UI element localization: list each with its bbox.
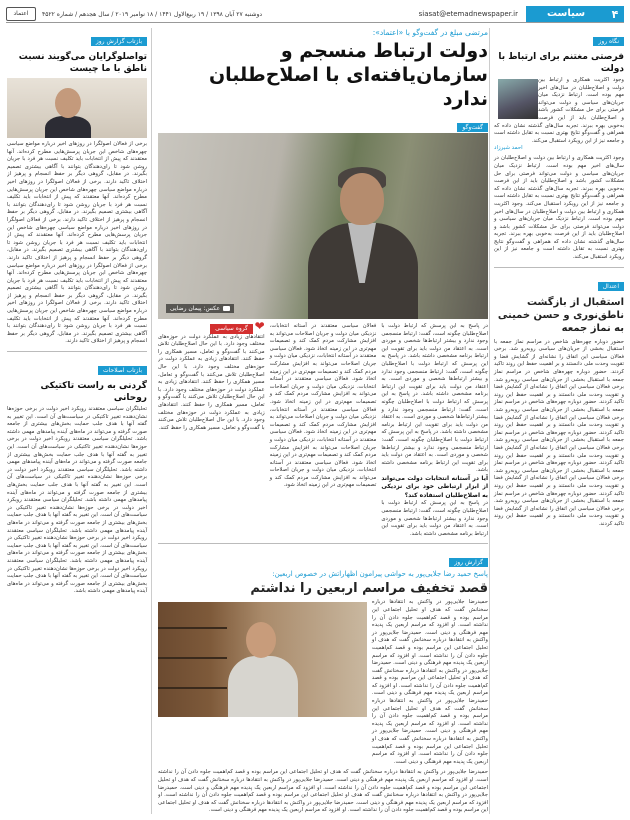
- sub-headline[interactable]: قصد تخفیف مراسم اربعین را نداشتم: [250, 581, 488, 597]
- story-col-2: فعالان سیاسی معتقدند در آستانه انتخابات، نزدیکی میان دولت و جریان اصلاحات می‌تواند به افزایش مشارکت مردم کمک کند و تصمیمات مهم‌تری در این زمینه اتخاذ شود. فعالان سیاسی معتقدند در آستانه انتخابات، نزدیکی میان دولت و جریان اصلاحات می‌تواند به افزایش مشارکت مردم کمک کند و تصمیمات مهم‌تری در این زمینه اتخاذ شود. فعالان سیاسی معتقدند در آستانه انتخابات، نزدیکی میان دولت و جریان اصلاحات می‌تواند به افزایش مشارکت مردم کمک کند و تصمیمات مهم‌تری در این زمینه اتخاذ شود. فعالان سیاسی معتقدند در آستانه انتخابات، نزدیکی میان دولت و جریان اصلاحات می‌تواند به افزایش مشارکت مردم کمک کند و تصمیمات مهم‌تری در این زمینه اتخاذ شود. فعالان سیاسی معتقدند در آستانه انتخابات، نزدیکی میان دولت و جریان اصلاحات می‌تواند به افزایش مشارکت مردم کمک کند و تصمیمات مهم‌تری در این زمینه اتخاذ شود. فعالان سیاسی معتقدند در آستانه انتخابات، نزدیکی میان دولت و جریان اصلاحات می‌تواند به افزایش مشارکت مردم کمک کند و تصمیمات مهم‌تری در این زمینه اتخاذ شود.: [269, 323, 377, 489]
- divider: [7, 351, 147, 352]
- column-title[interactable]: فرصتی مغتنم برای ارتباط با دولت: [498, 52, 624, 74]
- interviewee-figure: [308, 173, 418, 319]
- masthead-bar: [6, 6, 624, 23]
- story-headline-2[interactable]: استقبال از بازگشت ناطق‌نوری و حسن خمینی به نماز جمعه: [497, 296, 624, 334]
- story-col-1: در پاسخ به این پرسش که ارتباط دولت با اصلاح‌طلبان چگونه است، گفت: ارتباط منسجمی وجود ندارد و بیشتر ارتباط‌ها شخصی و موردی است. به اعتقاد من دولت باید برای تقویت این ارتباط برنامه مشخصی داشته باشد. در پاسخ به این پرسش که ارتباط دولت با اصلاح‌طلبان چگونه است، گفت: ارتباط منسجمی وجود ندارد و بیشتر ارتباط‌ها شخصی و موردی است. به اعتقاد من دولت باید برای تقویت این ارتباط برنامه مشخصی داشته باشد. در پاسخ به این پرسش که ارتباط دولت با اصلاح‌طلبان چگونه است، گفت: ارتباط منسجمی وجود ندارد و بیشتر ارتباط‌ها شخصی و موردی است. به اعتقاد من دولت باید برای تقویت این ارتباط برنامه مشخصی داشته باشد. در پاسخ به این پرسش که ارتباط دولت با اصلاح‌طلبان چگونه است، گفت: ارتباط منسجمی وجود ندارد و بیشتر ارتباط‌ها شخصی و موردی است. به اعتقاد من دولت باید برای تقویت این ارتباط برنامه مشخصی داشته باشد. آیا در آستانه انتخابات دولت می‌تواند از ابزار ارتباطی خود برای نزدیکی به اصلاح‌طلبان استفاده کند؟ در پاسخ به این پرسش که ارتباط دولت با اصلاح‌طلبان چگونه است، گفت: ارتباط منسجمی وجود ندارد و بیشتر ارتباط‌ها شخصی و موردی است. به اعتقاد من دولت باید برای تقویت این ارتباط برنامه مشخصی داشته باشد.: [381, 323, 488, 537]
- newspaper-logo: اعتماد: [6, 7, 36, 21]
- story-columns: [158, 319, 488, 538]
- story-col-3: ❤ گروه سیاسی انتقادهای زیادی به عملکرد دولت در حوزه‌های مختلف وجود دارد. با این حال اصلاح‌طلبان تلاش می‌کنند با گفت‌وگو و تعامل، مسیر همکاری را حفظ کنند. انتقادهای زیادی به عملکرد دولت در حوزه‌های مختلف وجود دارد. با این حال اصلاح‌طلبان تلاش می‌کنند با گفت‌وگو و تعامل، مسیر همکاری را حفظ کنند. انتقادهای زیادی به عملکرد دولت در حوزه‌های مختلف وجود دارد. با این حال اصلاح‌طلبان تلاش می‌کنند با گفت‌وگو و تعامل، مسیر همکاری را حفظ کنند. انتقادهای زیادی به عملکرد دولت در حوزه‌های مختلف وجود دارد. با این حال اصلاح‌طلبان تلاش می‌کنند با گفت‌وگو و تعامل، مسیر همکاری را حفظ کنند.: [158, 319, 265, 431]
- main-story-column: [158, 28, 488, 814]
- report-tag: گزارش روز: [449, 558, 488, 567]
- sub-story-cont: حمیدرضا جلایی‌پور در واکنش به انتقادها درباره سخنانش گفت که هدف او تحلیل اجتماعی این مراسم بوده و قصد کم‌اهمیت جلوه دادن آن را نداشته است. او افزود که مراسم اربعین یک پدیده مهم فرهنگی و دینی است. حمیدرضا جلایی‌پور در واکنش به انتقادها درباره سخنانش گفت که هدف او تحلیل اجتماعی این مراسم بوده و قصد کم‌اهمیت جلوه دادن آن را نداشته است. او افزود که مراسم اربعین یک پدیده مهم فرهنگی و دینی است. حمیدرضا جلایی‌پور در واکنش به انتقادها درباره سخنانش گفت که هدف او تحلیل اجتماعی این مراسم بوده و قصد کم‌اهمیت جلوه دادن آن را نداشته است. او افزود که مراسم اربعین یک پدیده مهم فرهنگی و دینی است. حمیدرضا جلایی‌پور در واکنش به انتقادها درباره سخنانش گفت که هدف او تحلیل اجتماعی این مراسم بوده و قصد کم‌اهمیت جلوه دادن آن را نداشته است. او افزود که مراسم اربعین یک پدیده مهم فرهنگی و دینی است.: [158, 769, 488, 814]
- column-tag: نگاه روز: [593, 37, 624, 46]
- interview-tag: گفت‌وگو: [457, 123, 488, 132]
- author-name: احمد شیرزاد: [494, 145, 523, 152]
- left-photo: [7, 78, 147, 138]
- sub-story-photo: [158, 602, 367, 717]
- sub-kicker: پاسخ حمید رضا جلایی‌پور به حواشی پیرامون اظهاراتش در خصوص اربعین:: [272, 570, 488, 579]
- headline-kicker: مرتضی مبلغ در گفت‌وگو با «اعتماد»:: [372, 28, 488, 37]
- camera-icon: [223, 306, 230, 311]
- main-photo: [158, 133, 488, 319]
- left-body: برخی از فعالان اصولگرا در روزهای اخیر درباره مواضع سیاسی چهره‌های شاخص این جریان پرسش‌هایی مطرح کرده‌اند. آنها معتقدند که پیش از انتخابات باید تکلیف نسبت هر فرد با جریان روشن شود تا رای‌دهندگان بتوانند با آگاهی بیشتری تصمیم بگیرند. در مقابل، گروهی دیگر بر حفظ انسجام و پرهیز از اختلاف تاکید دارند. برخی از فعالان اصولگرا در روزهای اخیر درباره مواضع سیاسی چهره‌های شاخص این جریان پرسش‌هایی مطرح کرده‌اند. آنها معتقدند که پیش از انتخابات باید تکلیف نسبت هر فرد با جریان روشن شود تا رای‌دهندگان بتوانند با آگاهی بیشتری تصمیم بگیرند. در مقابل، گروهی دیگر بر حفظ انسجام و پرهیز از اختلاف تاکید دارند. برخی از فعالان اصولگرا در روزهای اخیر درباره مواضع سیاسی چهره‌های شاخص این جریان پرسش‌هایی مطرح کرده‌اند. آنها معتقدند که پیش از انتخابات باید تکلیف نسبت هر فرد با جریان روشن شود تا رای‌دهندگان بتوانند با آگاهی بیشتری تصمیم بگیرند. در مقابل، گروهی دیگر بر حفظ انسجام و پرهیز از اختلاف تاکید دارند. برخی از فعالان اصولگرا در روزهای اخیر درباره مواضع سیاسی چهره‌های شاخص این جریان پرسش‌هایی مطرح کرده‌اند. آنها معتقدند که پیش از انتخابات باید تکلیف نسبت هر فرد با جریان روشن شود تا رای‌دهندگان بتوانند با آگاهی بیشتری تصمیم بگیرند. در مقابل، گروهی دیگر بر حفظ انسجام و پرهیز از اختلاف تاکید دارند. برخی از فعالان اصولگرا در روزهای اخیر درباره مواضع سیاسی چهره‌های شاخص این جریان پرسش‌هایی مطرح کرده‌اند. آنها معتقدند که پیش از انتخابات باید تکلیف نسبت هر فرد با جریان روشن شود تا رای‌دهندگان بتوانند با آگاهی بیشتری تصمیم بگیرند. در مقابل، گروهی دیگر بر حفظ انسجام و پرهیز از اختلاف تاکید دارند.: [7, 141, 148, 345]
- heart-icon: ❤: [254, 319, 265, 333]
- section-title: سیاست: [526, 6, 606, 22]
- pull-quote: آیا در آستانه انتخابات دولت می‌تواند از ابزار ارتباطی خود برای نزدیکی به اصلاح‌طلبان استفاده کند؟: [381, 474, 488, 499]
- left-body-2: تحلیلگران سیاسی معتقدند رویکرد اخیر دولت در برخی حوزه‌ها نشان‌دهنده تغییر تاکتیکی در سیاست‌های آن است. این تغییر به گفته آنها با هدف جلب حمایت بخش‌های بیشتری از جامعه صورت گرفته و می‌تواند در ماه‌های آینده پیامدهای مهمی داشته باشد. تحلیلگران سیاسی معتقدند رویکرد اخیر دولت در برخی حوزه‌ها نشان‌دهنده تغییر تاکتیکی در سیاست‌های آن است. این تغییر به گفته آنها با هدف جلب حمایت بخش‌های بیشتری از جامعه صورت گرفته و می‌تواند در ماه‌های آینده پیامدهای مهمی داشته باشد. تحلیلگران سیاسی معتقدند رویکرد اخیر دولت در برخی حوزه‌ها نشان‌دهنده تغییر تاکتیکی در سیاست‌های آن است. این تغییر به گفته آنها با هدف جلب حمایت بخش‌های بیشتری از جامعه صورت گرفته و می‌تواند در ماه‌های آینده پیامدهای مهمی داشته باشد. تحلیلگران سیاسی معتقدند رویکرد اخیر دولت در برخی حوزه‌ها نشان‌دهنده تغییر تاکتیکی در سیاست‌های آن است. این تغییر به گفته آنها با هدف جلب حمایت بخش‌های بیشتری از جامعه صورت گرفته و می‌تواند در ماه‌های آینده پیامدهای مهمی داشته باشد. تحلیلگران سیاسی معتقدند رویکرد اخیر دولت در برخی حوزه‌ها نشان‌دهنده تغییر تاکتیکی در سیاست‌های آن است. این تغییر به گفته آنها با هدف جلب حمایت بخش‌های بیشتری از جامعه صورت گرفته و می‌تواند در ماه‌های آینده پیامدهای مهمی داشته باشد. تحلیلگران سیاسی معتقدند رویکرد اخیر دولت در برخی حوزه‌ها نشان‌دهنده تغییر تاکتیکی در سیاست‌های آن است. این تغییر به گفته آنها با هدف جلب حمایت بخش‌های بیشتری از جامعه صورت گرفته و می‌تواند در ماه‌های آینده پیامدهای مهمی داشته باشد.: [7, 406, 148, 595]
- section-email[interactable]: siasat@etemadnewspaper.ir: [418, 10, 518, 18]
- column-body: وجود اکثریت همکاری و ارتباط بین دولت و اصلاح‌طلبان در سال‌های اخیر مهم بوده است. ارتباط نزدیک میان جریان‌های سیاسی و دولت می‌تواند فرصتی برای حل مشکلات کشور باشد و اصلاح‌طلبان باید از این فرصت به‌خوبی بهره ببرند. تجربه سال‌های گذشته نشان داده که همراهی و گفت‌وگو نتایج بهتری نسبت به تقابل داشته است و جامعه نیز از این رویکرد استقبال می‌کند.: [494, 77, 624, 144]
- sub-story-text: حمیدرضا جلایی‌پور در واکنش به انتقادها درباره سخنانش گفت که هدف او تحلیل اجتماعی این مراسم بوده و قصد کم‌اهمیت جلوه دادن آن را نداشته است. او افزود که مراسم اربعین یک پدیده مهم فرهنگی و دینی است. حمیدرضا جلایی‌پور در واکنش به انتقادها درباره سخنانش گفت که هدف او تحلیل اجتماعی این مراسم بوده و قصد کم‌اهمیت جلوه دادن آن را نداشته است. او افزود که مراسم اربعین یک پدیده مهم فرهنگی و دینی است. حمیدرضا جلایی‌پور در واکنش به انتقادها درباره سخنانش گفت که هدف او تحلیل اجتماعی این مراسم بوده و قصد کم‌اهمیت جلوه دادن آن را نداشته است. او افزود که مراسم اربعین یک پدیده مهم فرهنگی و دینی است. حمیدرضا جلایی‌پور در واکنش به انتقادها درباره سخنانش گفت که هدف او تحلیل اجتماعی این مراسم بوده و قصد کم‌اهمیت جلوه دادن آن را نداشته است. او افزود که مراسم اربعین یک پدیده مهم فرهنگی و دینی است. حمیدرضا جلایی‌پور در واکنش به انتقادها درباره سخنانش گفت که هدف او تحلیل اجتماعی این مراسم بوده و قصد کم‌اهمیت جلوه دادن آن را نداشته است. او افزود که مراسم اربعین یک پدیده مهم فرهنگی و دینی است.: [371, 599, 488, 765]
- page-number: ۴: [606, 6, 624, 22]
- divider: [494, 267, 624, 268]
- story-body-2: حضور دوباره چهره‌های شاخص در مراسم نماز جمعه با استقبال بخشی از جریان‌های سیاسی روبه‌رو شد. برخی فعالان سیاسی این اتفاق را نشانه‌ای از گشایش فضا و تقویت وحدت ملی دانستند و بر اهمیت حفظ این روند تاکید کردند. حضور دوباره چهره‌های شاخص در مراسم نماز جمعه با استقبال بخشی از جریان‌های سیاسی روبه‌رو شد. برخی فعالان سیاسی این اتفاق را نشانه‌ای از گشایش فضا و تقویت وحدت ملی دانستند و بر اهمیت حفظ این روند تاکید کردند. حضور دوباره چهره‌های شاخص در مراسم نماز جمعه با استقبال بخشی از جریان‌های سیاسی روبه‌رو شد. برخی فعالان سیاسی این اتفاق را نشانه‌ای از گشایش فضا و تقویت وحدت ملی دانستند و بر اهمیت حفظ این روند تاکید کردند. حضور دوباره چهره‌های شاخص در مراسم نماز جمعه با استقبال بخشی از جریان‌های سیاسی روبه‌رو شد. برخی فعالان سیاسی این اتفاق را نشانه‌ای از گشایش فضا و تقویت وحدت ملی دانستند و بر اهمیت حفظ این روند تاکید کردند. حضور دوباره چهره‌های شاخص در مراسم نماز جمعه با استقبال بخشی از جریان‌های سیاسی روبه‌رو شد. برخی فعالان سیاسی این اتفاق را نشانه‌ای از گشایش فضا و تقویت وحدت ملی دانستند و بر اهمیت حفظ این روند تاکید کردند. حضور دوباره چهره‌های شاخص در مراسم نماز جمعه با استقبال بخشی از جریان‌های سیاسی روبه‌رو شد. برخی فعالان سیاسی این اتفاق را نشانه‌ای از گشایش فضا و تقویت وحدت ملی دانستند و بر اهمیت حفظ این روند تاکید کردند.: [494, 338, 624, 527]
- photo-credit: عکس: پیمان رضایی: [166, 304, 234, 313]
- right-column: [489, 28, 624, 814]
- sub-story: [158, 599, 488, 766]
- column-tag-2: اعتدال: [598, 282, 624, 291]
- left-column: [7, 28, 152, 814]
- main-headline[interactable]: دولت ارتباط منسجم و سازمان‌یافته‌ای با اصلاح‌طلبان ندارد: [208, 40, 488, 110]
- left-headline-2[interactable]: گردنی به راست تاکتیکی روحانی: [40, 381, 147, 404]
- left-tag-2: بازتاب اصلاحات: [98, 366, 147, 375]
- divider: [158, 543, 488, 544]
- author-photo: [498, 79, 538, 119]
- date-line: دوشنبه ۲۷ آبان ۱۳۹۸ / ۱۹ ربیع‌الاول ۱۴۴۱ / ۱۸ نوامبر ۲۰۱۹ / سال هجدهم / شماره ۴۵۲۲: [42, 10, 263, 18]
- left-headline[interactable]: تواصلوگرایان می‌گویند نسبت ناطق با ما چیست: [18, 52, 147, 74]
- column-body-cont: وجود اکثریت همکاری و ارتباط بین دولت و اصلاح‌طلبان در سال‌های اخیر مهم بوده است. ارتباط نزدیک میان جریان‌های سیاسی و دولت می‌تواند فرصتی برای حل مشکلات کشور باشد و اصلاح‌طلبان باید از این فرصت به‌خوبی بهره ببرند. تجربه سال‌های گذشته نشان داده که همراهی و گفت‌وگو نتایج بهتری نسبت به تقابل داشته است و جامعه نیز از این رویکرد استقبال می‌کند. وجود اکثریت همکاری و ارتباط بین دولت و اصلاح‌طلبان در سال‌های اخیر مهم بوده است. ارتباط نزدیک میان جریان‌های سیاسی و دولت می‌تواند فرصتی برای حل مشکلات کشور باشد و اصلاح‌طلبان باید از این فرصت به‌خوبی بهره ببرند. تجربه سال‌های گذشته نشان داده که همراهی و گفت‌وگو نتایج بهتری نسبت به تقابل داشته است و جامعه نیز از این رویکرد استقبال می‌کند.: [494, 155, 624, 261]
- left-tag: بازتاب گزارش روز: [91, 37, 147, 46]
- col3-tag: گروه سیاسی: [210, 324, 253, 334]
